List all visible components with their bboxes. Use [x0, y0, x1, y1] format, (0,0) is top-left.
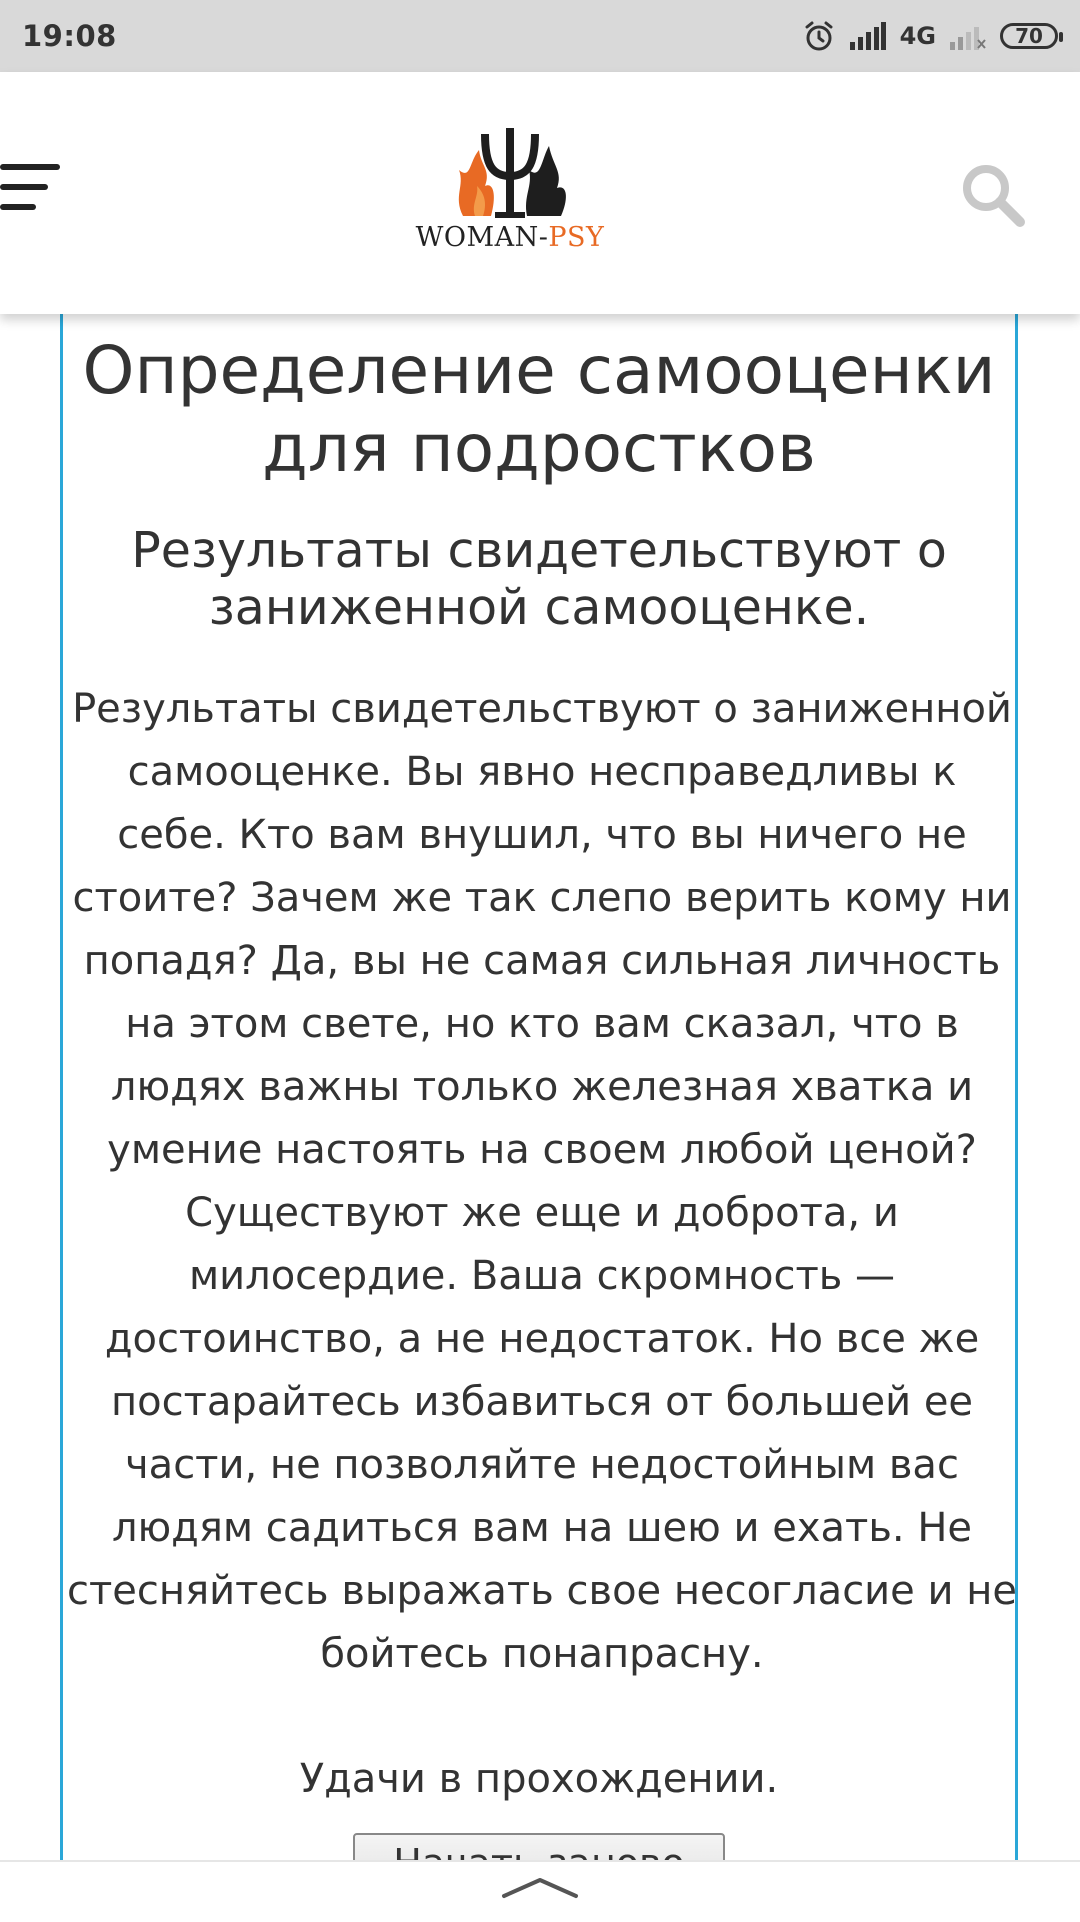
site-header: [0, 72, 1080, 314]
status-icons: [802, 19, 1058, 53]
battery-level: 70: [1015, 24, 1043, 48]
bottom-bar: [0, 1860, 1080, 1922]
network-type: 4G: [899, 22, 936, 50]
status-bar: [0, 0, 1080, 72]
page-title: Определение самооценки для подростков: [82, 332, 996, 487]
chevron-up-icon[interactable]: [500, 1872, 580, 1902]
result-heading: Результаты свидетельствуют о заниженной самооценке.: [131, 522, 947, 636]
battery-icon: [1000, 23, 1058, 49]
logo-text-prefix: WOMAN-: [415, 222, 549, 253]
status-time: 19:08: [22, 19, 117, 53]
logo-text-accent: PSY: [548, 222, 605, 253]
signal-icon: [850, 22, 886, 50]
search-icon[interactable]: [958, 160, 1028, 230]
good-luck-text: Удачи в прохождении.: [299, 1756, 779, 1802]
result-description: Результаты свидетельствуют о заниженной самооценке. Вы явно несправедливы к себе. Кто вам внушил, что вы ничего не стоите? Зачем же так слепо верить кому ни попадя? Да, вы не самая сильная личность на этом свете, но кто вам сказал, что в людях важны только железная хватка и умение настоять на своем любой ценой? Существуют же еще и доброта, и милосердие. Ваша скромность — достоинство, а не недостаток. Но все же постарайтесь избавиться от большей ее части, не позволяйте недостойным вас людям садиться вам на шею и ехать. Не стесняйтесь выражать свое несогласие и не бойтесь понапрасну.: [67, 686, 1017, 1677]
menu-icon[interactable]: [0, 160, 60, 220]
alarm-icon: [802, 19, 836, 53]
signal-weak-icon: [950, 22, 986, 50]
logo-text: [410, 222, 610, 253]
test-result-card: [60, 314, 1018, 1874]
site-logo[interactable]: [410, 126, 610, 266]
logo-icon: [445, 126, 575, 222]
